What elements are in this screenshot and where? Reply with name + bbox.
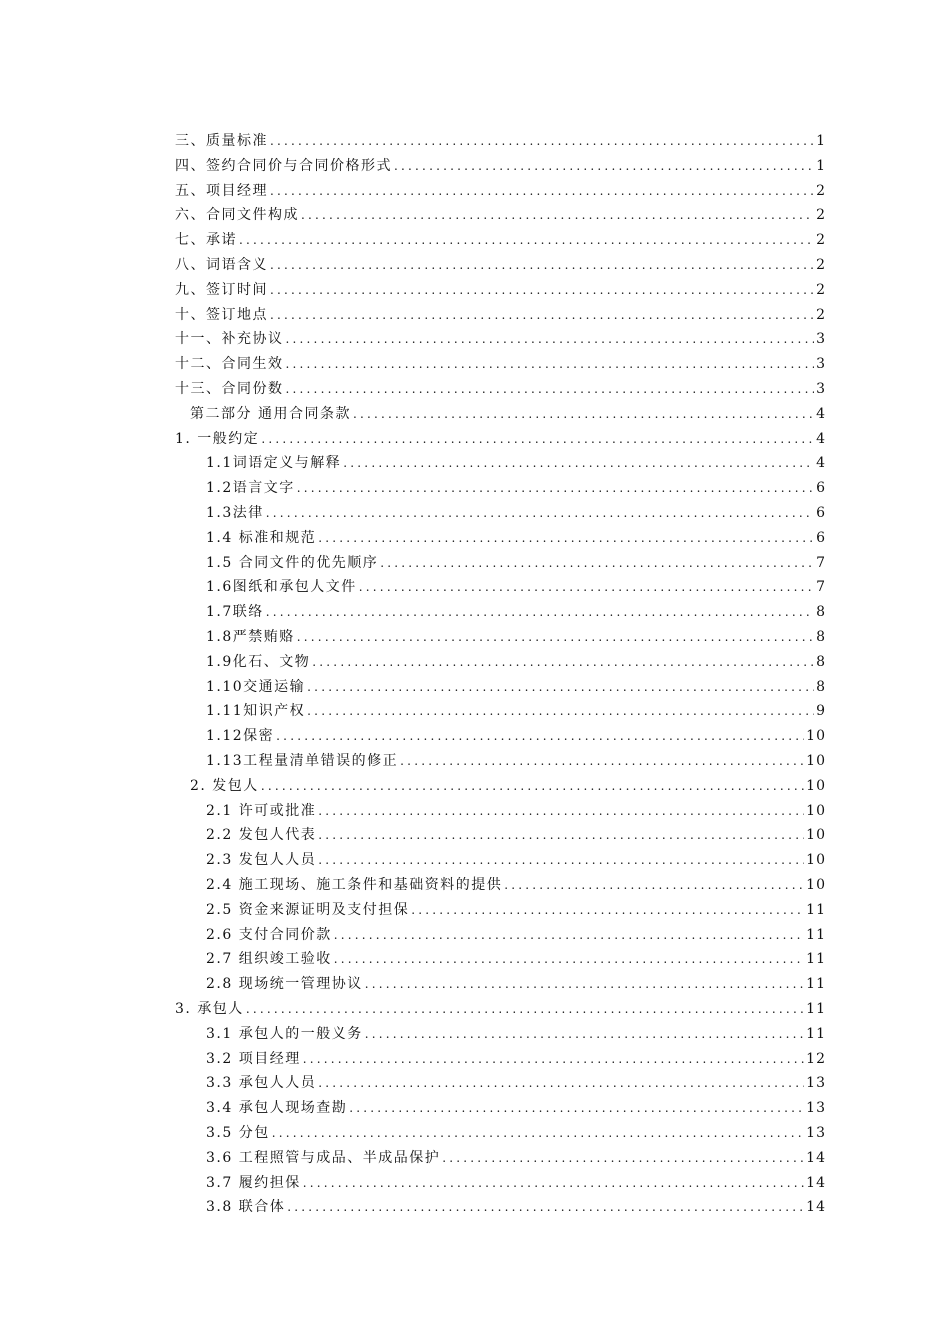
toc-entry-page-number: 11 (806, 951, 826, 968)
toc-entry-label: 2.1 许可或批准 (206, 802, 317, 819)
toc-dot-leader (353, 405, 814, 423)
toc-entry-label: 九、签订时间 (175, 281, 268, 298)
toc-entry-page-number: 13 (806, 1125, 826, 1141)
toc-dot-leader (359, 578, 814, 596)
toc-entry-page-number: 2 (816, 257, 826, 273)
toc-entry-page-number: 10 (806, 827, 826, 844)
toc-dot-leader (343, 454, 814, 472)
toc-dot-leader (318, 1074, 804, 1092)
toc-entry[interactable] (206, 1070, 826, 1092)
toc-dot-leader (261, 430, 814, 448)
toc-entry-page-number: 11 (806, 1025, 826, 1042)
toc-dot-leader (334, 950, 804, 968)
toc-entry-page-number: 10 (806, 802, 826, 819)
toc-entry-page-number: 2 (816, 306, 826, 323)
toc-dot-leader (442, 1149, 804, 1167)
toc-entry[interactable] (206, 847, 826, 869)
toc-dot-leader (349, 1099, 804, 1117)
toc-dot-leader (394, 157, 814, 175)
toc-entry-label: 八、词语含义 (175, 257, 268, 273)
toc-dot-leader (318, 802, 804, 820)
toc-entry-page-number: 10 (806, 728, 826, 745)
toc-entry[interactable] (206, 1095, 826, 1117)
toc-entry-label: 第二部分 通用合同条款 (190, 405, 351, 422)
toc-entry[interactable] (175, 351, 826, 373)
toc-entry[interactable] (206, 922, 826, 944)
toc-entry-page-number: 3 (816, 381, 826, 397)
toc-entry-label: 3.1 承包人的一般义务 (206, 1025, 363, 1042)
toc-dot-leader (318, 529, 814, 547)
toc-entry[interactable] (175, 426, 826, 448)
toc-entry-page-number: 14 (806, 1199, 826, 1216)
toc-entry-label: 五、项目经理 (175, 182, 268, 199)
toc-entry-label: 2.5 资金来源证明及支付担保 (206, 901, 410, 918)
toc-entry-label: 1.13工程量清单错误的修正 (206, 753, 399, 769)
toc-entry[interactable] (206, 525, 826, 547)
toc-entry-label: 四、签约合同价与合同价格形式 (175, 157, 392, 174)
toc-entry[interactable] (206, 971, 826, 993)
toc-entry-page-number: 14 (806, 1149, 826, 1166)
toc-entry-page-number: 6 (816, 480, 826, 497)
toc-entry-page-number: 12 (806, 1050, 826, 1067)
toc-entry[interactable] (206, 1120, 826, 1142)
toc-dot-leader (365, 975, 804, 993)
toc-entry[interactable] (206, 574, 826, 596)
toc-entry[interactable] (190, 401, 826, 423)
toc-entry[interactable] (175, 252, 826, 274)
toc-entry[interactable] (206, 674, 826, 696)
toc-entry[interactable] (206, 649, 826, 671)
toc-entry[interactable] (206, 897, 826, 919)
toc-entry-page-number: 8 (816, 653, 826, 670)
toc-entry-page-number: 2 (816, 182, 826, 199)
toc-entry[interactable] (206, 475, 826, 497)
toc-entry[interactable] (175, 128, 826, 150)
toc-entry-label: 七、承诺 (175, 232, 237, 249)
toc-dot-leader (411, 901, 804, 919)
toc-entry-page-number: 2 (816, 281, 826, 298)
toc-dot-leader (318, 851, 804, 869)
toc-entry-page-number: 13 (806, 1100, 826, 1117)
toc-entry-label: 3.2 项目经理 (206, 1050, 301, 1067)
toc-entry-page-number: 10 (806, 877, 826, 893)
toc-entry-page-number: 14 (806, 1174, 826, 1191)
toc-entry-label: 2.7 组织竣工验收 (206, 951, 332, 968)
toc-entry[interactable] (206, 1046, 826, 1068)
toc-entry-label: 2. 发包人 (190, 777, 259, 794)
toc-entry-label: 3.6 工程照管与成品、半成品保护 (206, 1149, 441, 1166)
toc-entry-label: 十二、合同生效 (175, 356, 284, 373)
toc-dot-leader (297, 628, 814, 646)
toc-entry[interactable] (206, 500, 826, 522)
toc-entry-label: 3.5 分包 (206, 1125, 270, 1141)
toc-entry[interactable] (175, 996, 826, 1018)
toc-entry[interactable] (206, 599, 826, 621)
toc-dot-leader (303, 1050, 804, 1068)
toc-entry-label: 2.8 现场统一管理协议 (206, 976, 363, 993)
toc-entry-label: 十、签订地点 (175, 306, 268, 323)
toc-dot-leader (307, 678, 814, 696)
toc-entry-label: 2.2 发包人代表 (206, 827, 317, 844)
toc-entry-label: 1.5 合同文件的优先顺序 (206, 554, 379, 571)
toc-entry[interactable] (206, 1194, 826, 1216)
toc-entry-label: 1.8严禁贿赂 (206, 629, 295, 645)
toc-entry-page-number: 6 (816, 505, 826, 521)
toc-entry[interactable] (206, 1021, 826, 1043)
toc-entry-page-number: 13 (806, 1075, 826, 1092)
toc-entry-label: 1.2语言文字 (206, 480, 295, 497)
toc-entry[interactable] (206, 946, 826, 968)
toc-entry-page-number: 2 (816, 232, 826, 249)
toc-entry[interactable] (175, 202, 826, 224)
toc-entry-page-number: 10 (806, 777, 826, 794)
toc-dot-leader (270, 256, 814, 274)
toc-dot-leader (297, 479, 814, 497)
toc-entry-page-number: 2 (816, 207, 826, 224)
toc-entry-label: 1.3法律 (206, 505, 264, 521)
toc-dot-leader (504, 876, 804, 894)
toc-entry-label: 1.11知识产权 (206, 703, 306, 720)
toc-entry-page-number: 10 (806, 852, 826, 869)
toc-entry-page-number: 9 (816, 703, 826, 720)
toc-entry-label: 2.3 发包人人员 (206, 852, 317, 869)
toc-entry[interactable] (206, 624, 826, 646)
toc-entry-label: 3.4 承包人现场查勘 (206, 1100, 348, 1117)
toc-entry-label: 1. 一般约定 (175, 430, 260, 447)
toc-entry-label: 3.7 履约担保 (206, 1174, 301, 1191)
toc-entry-page-number: 4 (816, 455, 826, 472)
toc-entry-page-number: 11 (806, 1001, 826, 1017)
toc-entry-page-number: 7 (816, 554, 826, 571)
toc-entry-page-number: 6 (816, 529, 826, 546)
toc-dot-leader (270, 281, 814, 299)
toc-dot-leader (307, 702, 814, 720)
toc-entry-label: 1.4 标准和规范 (206, 529, 317, 546)
toc-entry-page-number: 4 (816, 430, 826, 447)
toc-entry[interactable] (206, 872, 826, 894)
toc-entry-label: 3.3 承包人人员 (206, 1075, 317, 1092)
toc-entry-page-number: 11 (806, 926, 826, 943)
toc-dot-leader (301, 206, 814, 224)
toc-entry-label: 1.12保密 (206, 728, 275, 745)
toc-entry[interactable] (206, 798, 826, 820)
toc-entry-label: 2.6 支付合同价款 (206, 926, 332, 943)
toc-dot-leader (365, 1025, 804, 1043)
toc-entry[interactable] (206, 698, 826, 720)
toc-entry[interactable] (206, 550, 826, 572)
toc-entry-label: 1.1词语定义与解释 (206, 455, 342, 472)
toc-entry-page-number: 8 (816, 604, 826, 621)
toc-entry[interactable] (175, 326, 826, 348)
toc-entry[interactable] (206, 450, 826, 472)
toc-entry-page-number: 7 (816, 579, 826, 596)
toc-entry[interactable] (175, 153, 826, 175)
toc-entry-page-number: 11 (806, 976, 826, 993)
toc-dot-leader (270, 306, 814, 324)
toc-entry[interactable] (175, 376, 826, 398)
toc-dot-leader (286, 355, 815, 373)
toc-dot-leader (270, 182, 814, 200)
toc-entry-label: 3.8 联合体 (206, 1199, 286, 1216)
toc-entry-page-number: 1 (816, 133, 826, 149)
toc-dot-leader (303, 1174, 804, 1192)
toc-entry-page-number: 8 (816, 629, 826, 645)
toc-entry-page-number: 10 (806, 753, 826, 769)
toc-entry-label: 十一、补充协议 (175, 331, 284, 348)
toc-entry[interactable] (190, 773, 826, 795)
toc-dot-leader (270, 132, 814, 150)
toc-entry-label: 3. 承包人 (175, 1001, 244, 1017)
toc-entry-label: 1.9化石、文物 (206, 653, 311, 670)
toc-dot-leader (334, 926, 804, 944)
toc-dot-leader (318, 826, 804, 844)
toc-entry-page-number: 4 (816, 405, 826, 422)
toc-entry[interactable] (175, 178, 826, 200)
toc-dot-leader (380, 554, 814, 572)
toc-entry[interactable] (206, 748, 826, 770)
toc-dot-leader (239, 231, 814, 249)
toc-dot-leader (266, 603, 814, 621)
toc-dot-leader (286, 380, 815, 398)
toc-entry-label: 十三、合同份数 (175, 381, 284, 397)
toc-dot-leader (312, 653, 814, 671)
toc-dot-leader (272, 1124, 804, 1142)
toc-dot-leader (286, 330, 815, 348)
toc-entry-page-number: 8 (816, 678, 826, 695)
toc-dot-leader (261, 777, 804, 795)
toc-entry-label: 1.7联络 (206, 604, 264, 621)
toc-entry-label: 2.4 施工现场、施工条件和基础资料的提供 (206, 877, 503, 893)
toc-dot-leader (246, 1000, 804, 1018)
toc-dot-leader (287, 1198, 804, 1216)
toc-dot-leader (276, 727, 804, 745)
toc-entry-page-number: 3 (816, 331, 826, 348)
toc-entry-label: 1.6图纸和承包人文件 (206, 579, 357, 596)
toc-entry-label: 1.10交通运输 (206, 678, 306, 695)
toc-entry[interactable] (175, 227, 826, 249)
toc-entry-page-number: 11 (806, 901, 826, 918)
toc-entry[interactable] (206, 1170, 826, 1192)
toc-entry[interactable] (206, 822, 826, 844)
toc-entry[interactable] (206, 723, 826, 745)
toc-dot-leader (266, 504, 814, 522)
toc-entry-label: 三、质量标准 (175, 133, 268, 149)
toc-entry[interactable] (175, 277, 826, 299)
toc-entry-page-number: 3 (816, 356, 826, 373)
toc-entry[interactable] (175, 302, 826, 324)
toc-entry-page-number: 1 (816, 157, 826, 174)
toc-entry[interactable] (206, 1145, 826, 1167)
toc-entry-label: 六、合同文件构成 (175, 207, 299, 224)
toc-dot-leader (400, 752, 804, 770)
